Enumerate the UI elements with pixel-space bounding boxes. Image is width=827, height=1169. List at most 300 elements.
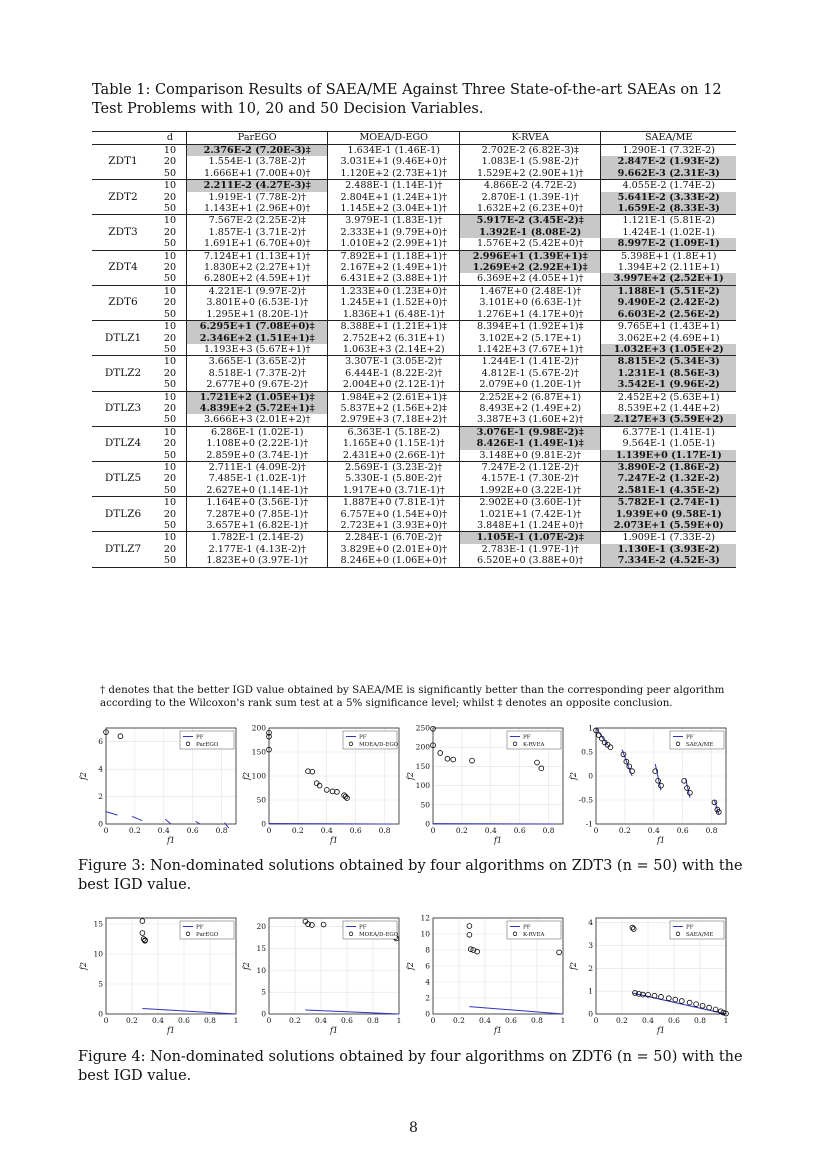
result-cell: 6.603E-2 (2.56E-2) (601, 309, 736, 321)
result-cell: 1.634E-1 (1.46E-1) (328, 145, 460, 157)
dimension-cell: 20 (163, 156, 177, 168)
result-cell: 7.247E-2 (1.32E-2) (601, 473, 736, 484)
x-tick-label: 0.8 (531, 1016, 543, 1025)
x-tick-label: 0.2 (291, 826, 304, 835)
result-cell: 1.830E+2 (2.27E+1)† (187, 262, 328, 273)
result-cell: 6.520E+0 (3.88E+0)† (460, 555, 601, 567)
x-tick-label: 0.2 (128, 826, 141, 835)
dimension-cell: 50 (163, 379, 177, 391)
x-tick-label: 0.2 (126, 1016, 138, 1025)
dimension-cell: 50 (163, 449, 177, 461)
result-cell: 2.996E+1 (1.39E+1)‡ (460, 250, 601, 262)
y-tick-label: 0 (261, 819, 266, 829)
table-row (92, 379, 736, 391)
result-cell: 2.847E-2 (1.93E-2) (601, 156, 736, 167)
y-axis-label: f2 (242, 961, 251, 971)
x-tick-label: 0.4 (320, 826, 333, 835)
table-row (92, 461, 736, 473)
table-row (92, 203, 736, 215)
dimension-cell: 10 (154, 356, 187, 368)
result-cell: 7.247E-2 (1.12E-2)† (460, 461, 601, 473)
data-point (707, 1005, 712, 1010)
x-tick-label: 0.6 (676, 826, 689, 835)
results-table (92, 131, 736, 568)
x-axis-label: f1 (329, 836, 339, 845)
x-tick-label: 0.8 (542, 826, 555, 835)
result-cell: 1.887E+0 (7.81E-1)† (328, 497, 460, 509)
figure3-caption: Figure 3: Non-dominated solutions obtained by four algorithms on ZDT3 (n = 50) with the best IGD value. (78, 858, 743, 893)
result-cell: 3.102E+2 (5.17E+1) (460, 333, 601, 344)
figure4-caption: Figure 4: Non-dominated solutions obtained by four algorithms on ZDT6 (n = 50) with the best IGD value. (78, 1049, 743, 1084)
table-row (92, 509, 736, 520)
result-cell: 5.782E-1 (2.74E-1) (601, 497, 736, 509)
dimension-cell: 10 (154, 391, 187, 403)
result-cell: 2.677E+0 (9.67E-2)† (187, 379, 328, 391)
dimension-cell: 50 (163, 167, 177, 179)
result-cell: 2.167E+2 (1.49E+1)† (328, 262, 460, 273)
result-cell: 1.188E-1 (5.51E-2) (601, 285, 736, 297)
result-cell: 9.765E+1 (1.43E+1) (601, 321, 736, 333)
result-cell: 1.244E-1 (1.41E-2)† (460, 356, 601, 368)
x-axis-label: f1 (166, 836, 176, 845)
result-cell: 9.564E-1 (1.05E-1) (601, 438, 736, 449)
y-tick-label: 20 (256, 922, 266, 932)
result-cell: 1.010E+2 (2.99E+1)† (328, 238, 460, 250)
table-row (92, 473, 736, 484)
y-tick-label: 0 (261, 1009, 266, 1019)
result-cell: 7.892E+1 (1.18E+1)† (328, 250, 460, 262)
x-tick-label: 0 (593, 826, 599, 835)
result-cell: 7.567E-2 (2.25E-2)‡ (187, 215, 328, 227)
pf-line (165, 819, 171, 824)
data-point (630, 925, 635, 930)
result-cell: 3.031E+1 (9.46E+0)† (328, 156, 460, 167)
result-cell: 1.576E+2 (5.42E+0)† (460, 238, 601, 250)
dimension-cell: 10 (154, 461, 187, 473)
pf-line (655, 764, 661, 790)
table-row (92, 168, 736, 180)
dimension-cell: 20 (163, 191, 177, 203)
result-cell: 5.330E-1 (5.80E-2)† (328, 473, 460, 484)
pf-line (142, 1008, 236, 1014)
result-cell: 9.490E-2 (2.42E-2) (601, 297, 736, 308)
y-tick-label: 2 (425, 993, 430, 1003)
result-cell: 1.276E+1 (4.17E+0)† (460, 309, 601, 321)
figure4-plots (78, 912, 758, 1042)
dimension-cell: 50 (163, 203, 177, 215)
x-tick-label: 0.6 (513, 826, 526, 835)
result-cell: 3.829E+0 (2.01E+0)† (328, 544, 460, 555)
dimension-cell: 50 (163, 308, 177, 320)
y-tick-label: -0.5 (578, 795, 593, 805)
x-tick-label: 0.2 (453, 1016, 465, 1025)
pf-line (196, 821, 200, 824)
result-cell: 1.295E+1 (8.20E-1)† (187, 309, 328, 321)
result-cell: 2.627E+0 (1.14E-1)† (187, 485, 328, 497)
result-cell: 1.917E+0 (3.71E-1)† (328, 485, 460, 497)
result-cell: 2.783E-1 (1.97E-1)† (460, 544, 601, 555)
table-row (92, 555, 736, 567)
result-cell: 6.369E+2 (4.05E+1)† (460, 273, 601, 285)
pf-line (305, 1010, 399, 1014)
result-cell: 1.691E+1 (6.70E+0)† (187, 238, 328, 250)
x-axis-label: f1 (493, 1026, 503, 1035)
legend-label: ParEGO (196, 742, 219, 748)
y-tick-label: 4 (98, 764, 103, 774)
table-header-row (92, 132, 736, 145)
result-cell: 2.346E+2 (1.51E+1)‡ (187, 333, 328, 344)
y-tick-label: 12 (420, 913, 430, 923)
dimension-cell: 50 (163, 273, 177, 285)
table-row (92, 356, 736, 368)
result-cell: 1.231E-1 (8.56E-3) (601, 368, 736, 379)
data-point (445, 756, 450, 761)
data-point (321, 922, 326, 927)
y-tick-label: 6 (425, 961, 430, 971)
y-tick-label: -1 (585, 819, 593, 829)
result-cell: 1.909E-1 (7.33E-2) (601, 532, 736, 544)
dimension-cell: 20 (163, 438, 177, 450)
y-tick-label: 15 (93, 919, 103, 929)
legend-label: PF (359, 924, 367, 931)
y-axis-label: f2 (569, 771, 578, 781)
result-cell: 1.021E+1 (7.42E-1)† (460, 509, 601, 520)
result-cell: 4.055E-2 (1.74E-2) (601, 180, 736, 192)
y-tick-label: 200 (415, 742, 430, 752)
result-cell: 1.032E+3 (1.05E+2) (601, 344, 736, 356)
page-number: 8 (409, 1120, 418, 1136)
table-row (92, 192, 736, 203)
result-cell: 1.290E-1 (7.32E-2) (601, 145, 736, 157)
y-tick-label: 10 (256, 965, 266, 975)
result-cell: 2.376E-2 (7.20E-3)‡ (187, 145, 328, 157)
y-tick-label: 0.5 (581, 747, 593, 757)
problem-name: DTLZ1 (92, 321, 154, 356)
x-tick-label: 0.8 (705, 826, 718, 835)
dimension-cell: 10 (154, 180, 187, 192)
result-cell: 1.467E+0 (2.48E-1)† (460, 285, 601, 297)
result-cell: 1.193E+3 (5.67E+1)† (187, 344, 328, 356)
data-point (713, 1007, 718, 1012)
x-tick-label: 0.2 (616, 1016, 628, 1025)
result-cell: 7.334E-2 (4.52E-3) (601, 555, 736, 567)
result-cell: 2.073E+1 (5.59E+0) (601, 520, 736, 532)
result-cell: 3.801E+0 (6.53E-1)† (187, 297, 328, 308)
header-problem (92, 132, 154, 145)
data-point (451, 757, 456, 762)
data-point (470, 758, 475, 763)
result-cell: 2.569E-1 (3.23E-2)† (328, 461, 460, 473)
x-tick-label: 0.2 (289, 1016, 301, 1025)
result-cell: 3.890E-2 (1.86E-2) (601, 461, 736, 473)
x-tick-label: 0.8 (215, 826, 228, 835)
result-cell: 2.859E+0 (3.74E-1)† (187, 450, 328, 462)
legend-label: MOEA/D-EGO (359, 932, 399, 938)
result-cell: 6.286E-1 (1.02E-1) (187, 426, 328, 438)
y-tick-label: 0 (425, 819, 430, 829)
x-tick-label: 0.2 (618, 826, 631, 835)
y-tick-label: 5 (261, 987, 266, 997)
result-cell: 3.666E+3 (2.01E+2)† (187, 414, 328, 426)
header-parego: ParEGO (187, 132, 328, 145)
result-cell: 5.917E-2 (3.45E-2)‡ (460, 215, 601, 227)
dimension-cell: 20 (163, 226, 177, 238)
dimension-cell: 50 (154, 555, 187, 567)
result-cell: 1.666E+1 (7.00E+0)† (187, 168, 328, 180)
legend-label: K-RVEA (523, 742, 545, 748)
result-cell: 3.979E-1 (1.83E-1)† (328, 215, 460, 227)
table-row (92, 273, 736, 285)
x-tick-label: 0.8 (694, 1016, 706, 1025)
table-row (92, 333, 736, 344)
result-cell: 3.307E-1 (3.05E-2)† (328, 356, 460, 368)
data-point (687, 790, 692, 795)
legend-label: ParEGO (196, 932, 219, 938)
table-row (92, 403, 736, 414)
y-tick-label: 2 (98, 792, 103, 802)
result-cell: 6.444E-1 (8.22E-2)† (328, 368, 460, 379)
header-k-rvea: K-RVEA (460, 132, 601, 145)
dimension-cell: 10 (154, 532, 187, 544)
dimension-cell: 10 (154, 321, 187, 333)
result-cell: 1.105E-1 (1.07E-2)‡ (460, 532, 601, 544)
table-row (92, 321, 736, 333)
x-tick-label: 0.4 (642, 1016, 654, 1025)
result-cell: 1.139E+0 (1.17E-1) (601, 450, 736, 462)
result-cell: 1.394E+2 (2.11E+1) (601, 262, 736, 273)
result-cell: 1.245E+1 (1.52E+0)† (328, 297, 460, 308)
data-point (673, 997, 678, 1002)
result-cell: 2.452E+2 (5.63E+1) (601, 391, 736, 403)
result-cell: 9.662E-3 (2.31E-3) (601, 168, 736, 180)
y-tick-label: 3 (588, 940, 593, 950)
dimension-cell: 20 (163, 473, 177, 485)
y-tick-label: 0 (98, 819, 103, 829)
result-cell: 8.426E-1 (1.49E-1)‡ (460, 438, 601, 449)
result-cell: 1.659E-2 (8.33E-3) (601, 203, 736, 215)
result-cell: 3.062E+2 (4.69E+1) (601, 333, 736, 344)
table-footnote: † denotes that the better IGD value obtained by SAEA/ME is significantly better than the corresponding peer algorithm according to the Wilcoxon's rank sum test at a 5% significance level; whilst ‡ denotes an opposite conclusion. (100, 684, 725, 709)
dimension-cell: 50 (163, 238, 177, 250)
result-cell: 4.839E+2 (5.72E+1)‡ (187, 403, 328, 414)
result-cell: 2.902E+0 (3.60E-1)† (460, 497, 601, 509)
result-cell: 1.836E+1 (6.48E-1)† (328, 309, 460, 321)
table-row (92, 344, 736, 356)
table-caption: Table 1: Comparison Results of SAEA/ME Against Three State-of-the-art SAEAs on 12 Test Problems with 10, 20 and 50 Decision Variables. (92, 82, 722, 117)
result-cell: 3.148E+0 (9.81E-2)† (460, 450, 601, 462)
dimension-cell: 10 (154, 285, 187, 297)
dimension-cell: 50 (163, 414, 177, 426)
data-point (438, 751, 443, 756)
y-tick-label: 4 (588, 918, 593, 928)
table-body (92, 145, 736, 568)
result-cell: 6.280E+2 (4.59E+1)† (187, 273, 328, 285)
legend-label: PF (523, 924, 531, 931)
result-cell: 6.757E+0 (1.54E+0)† (328, 509, 460, 520)
table-row (92, 497, 736, 509)
x-axis-label: f1 (656, 1026, 666, 1035)
data-point (694, 1002, 699, 1007)
result-cell: 1.165E+0 (1.15E-1)† (328, 438, 460, 449)
problem-name: DTLZ6 (92, 497, 154, 532)
table-row (92, 426, 736, 438)
x-tick-label: 0 (266, 826, 272, 835)
result-cell: 1.919E-1 (7.78E-2)† (187, 192, 328, 203)
table-row (92, 285, 736, 297)
result-cell: 2.702E-2 (6.82E-3)‡ (460, 145, 601, 157)
data-point (687, 1000, 692, 1005)
table-row (92, 450, 736, 462)
y-tick-label: 1 (588, 723, 593, 733)
result-cell: 1.992E+0 (3.22E-1)† (460, 485, 601, 497)
problem-name: DTLZ4 (92, 426, 154, 461)
result-cell: 4.157E-1 (7.30E-2)† (460, 473, 601, 484)
data-point (666, 996, 671, 1001)
y-axis-label: f2 (406, 771, 415, 781)
fig4-plot-moead-ego (241, 912, 411, 1040)
result-cell: 2.004E+0 (2.12E-1)† (328, 379, 460, 391)
result-cell: 8.394E+1 (1.92E+1)‡ (460, 321, 601, 333)
y-tick-label: 0 (98, 1009, 103, 1019)
table-row (92, 238, 736, 250)
dimension-cell: 20 (163, 297, 177, 309)
table-row (92, 532, 736, 544)
result-cell: 3.387E+3 (1.60E+2)† (460, 414, 601, 426)
result-cell: 8.246E+0 (1.06E+0)† (328, 555, 460, 567)
result-cell: 3.848E+1 (1.24E+0)† (460, 520, 601, 532)
y-axis-label: f2 (569, 961, 578, 971)
result-cell: 2.488E-1 (1.14E-1)† (328, 180, 460, 192)
y-tick-label: 150 (251, 747, 266, 757)
y-tick-label: 200 (251, 723, 266, 733)
result-cell: 3.657E+1 (6.82E-1)† (187, 520, 328, 532)
result-cell: 6.377E-1 (1.41E-1) (601, 426, 736, 438)
result-cell: 3.542E-1 (9.96E-2) (601, 379, 736, 391)
x-tick-label: 0.6 (505, 1016, 517, 1025)
result-cell: 1.782E-1 (2.14E-2) (187, 532, 328, 544)
table-row (92, 520, 736, 532)
result-cell: 1.269E+2 (2.92E+1)‡ (460, 262, 601, 273)
table-row (92, 544, 736, 555)
fig3-plot-parego (78, 722, 248, 850)
result-cell: 2.870E-1 (1.39E-1)† (460, 192, 601, 203)
result-cell: 5.398E+1 (1.8E+1) (601, 250, 736, 262)
result-cell: 7.124E+1 (1.13E+1)† (187, 250, 328, 262)
dimension-cell: 10 (154, 145, 187, 157)
dimension-cell: 10 (154, 250, 187, 262)
y-tick-label: 4 (425, 977, 430, 987)
result-cell: 1.121E-1 (5.81E-2) (601, 215, 736, 227)
result-cell: 3.076E-1 (9.98E-2)‡ (460, 426, 601, 438)
data-point (659, 994, 664, 999)
result-cell: 1.424E-1 (1.02E-1) (601, 227, 736, 238)
dimension-cell: 20 (163, 402, 177, 414)
x-tick-label: 0.4 (157, 826, 170, 835)
result-cell: 5.837E+2 (1.56E+2)‡ (328, 403, 460, 414)
result-cell: 1.145E+2 (3.04E+1)† (328, 203, 460, 215)
problem-name: ZDT4 (92, 250, 154, 285)
result-cell: 6.431E+2 (3.88E+1)† (328, 273, 460, 285)
table-row (92, 368, 736, 379)
data-point (652, 993, 657, 998)
y-tick-label: 100 (415, 781, 430, 791)
x-tick-label: 0.6 (186, 826, 199, 835)
x-tick-label: 0.4 (315, 1016, 327, 1025)
x-tick-label: 0.8 (378, 826, 391, 835)
result-cell: 2.431E+0 (2.66E-1)† (328, 450, 460, 462)
problem-name: DTLZ7 (92, 532, 154, 567)
y-axis-label: f2 (406, 961, 415, 971)
dimension-cell: 50 (163, 520, 177, 531)
y-axis-label: f2 (79, 961, 88, 971)
pf-line (469, 1007, 563, 1014)
x-tick-label: 0 (103, 1016, 109, 1025)
x-tick-label: 0.4 (484, 826, 497, 835)
result-cell: 1.142E+3 (7.67E+1)† (460, 344, 601, 356)
legend-label: PF (686, 734, 694, 741)
x-tick-label: 0.8 (204, 1016, 216, 1025)
problem-name: ZDT6 (92, 285, 154, 320)
dimension-cell: 20 (163, 262, 177, 274)
y-axis-label: f2 (79, 771, 88, 781)
data-point (557, 950, 562, 955)
y-tick-label: 6 (98, 737, 103, 747)
dimension-cell: 20 (163, 332, 177, 344)
y-tick-label: 50 (420, 800, 430, 810)
pf-line (622, 750, 632, 776)
x-tick-label: 1 (560, 1016, 566, 1025)
dimension-cell: 20 (163, 367, 177, 379)
table-row (92, 180, 736, 192)
result-cell: 1.392E-1 (8.08E-2) (460, 227, 601, 238)
problem-name: DTLZ3 (92, 391, 154, 426)
legend-label: SAEA/ME (686, 742, 714, 748)
result-cell: 1.939E+0 (9.58E-1) (601, 509, 736, 520)
y-tick-label: 50 (256, 795, 266, 805)
result-cell: 2.333E+1 (9.79E+0)† (328, 227, 460, 238)
data-point (535, 760, 540, 765)
results-table-container (92, 131, 736, 568)
x-tick-label: 0 (593, 1016, 599, 1025)
x-tick-label: 0 (430, 826, 436, 835)
legend-label: PF (196, 924, 204, 931)
legend-label: MOEA/D-EGO (359, 742, 399, 748)
header-d: d (154, 132, 187, 145)
result-cell: 1.721E+2 (1.05E+1)‡ (187, 391, 328, 403)
x-tick-label: 0 (266, 1016, 272, 1025)
pf-line (132, 816, 142, 820)
table-row (92, 215, 736, 227)
y-tick-label: 1 (588, 986, 593, 996)
result-cell: 8.539E+2 (1.44E+2) (601, 403, 736, 414)
result-cell: 2.581E-1 (4.35E-2) (601, 485, 736, 497)
result-cell: 5.641E-2 (3.33E-2) (601, 192, 736, 203)
legend-label: PF (359, 734, 367, 741)
dimension-cell: 10 (154, 426, 187, 438)
data-point (659, 783, 664, 788)
x-tick-label: 0.6 (341, 1016, 353, 1025)
table-row (92, 391, 736, 403)
y-tick-label: 150 (415, 761, 430, 771)
result-cell: 6.363E-1 (5.18E-2) (328, 426, 460, 438)
result-cell: 7.485E-1 (1.02E-1)† (187, 473, 328, 484)
dimension-cell: 20 (163, 508, 177, 520)
result-cell: 8.997E-2 (1.09E-1) (601, 238, 736, 250)
result-cell: 2.723E+1 (3.93E+0)† (328, 520, 460, 532)
table-row (92, 262, 736, 273)
dimension-cell: 10 (154, 497, 187, 509)
result-cell: 8.493E+2 (1.49E+2) (460, 403, 601, 414)
